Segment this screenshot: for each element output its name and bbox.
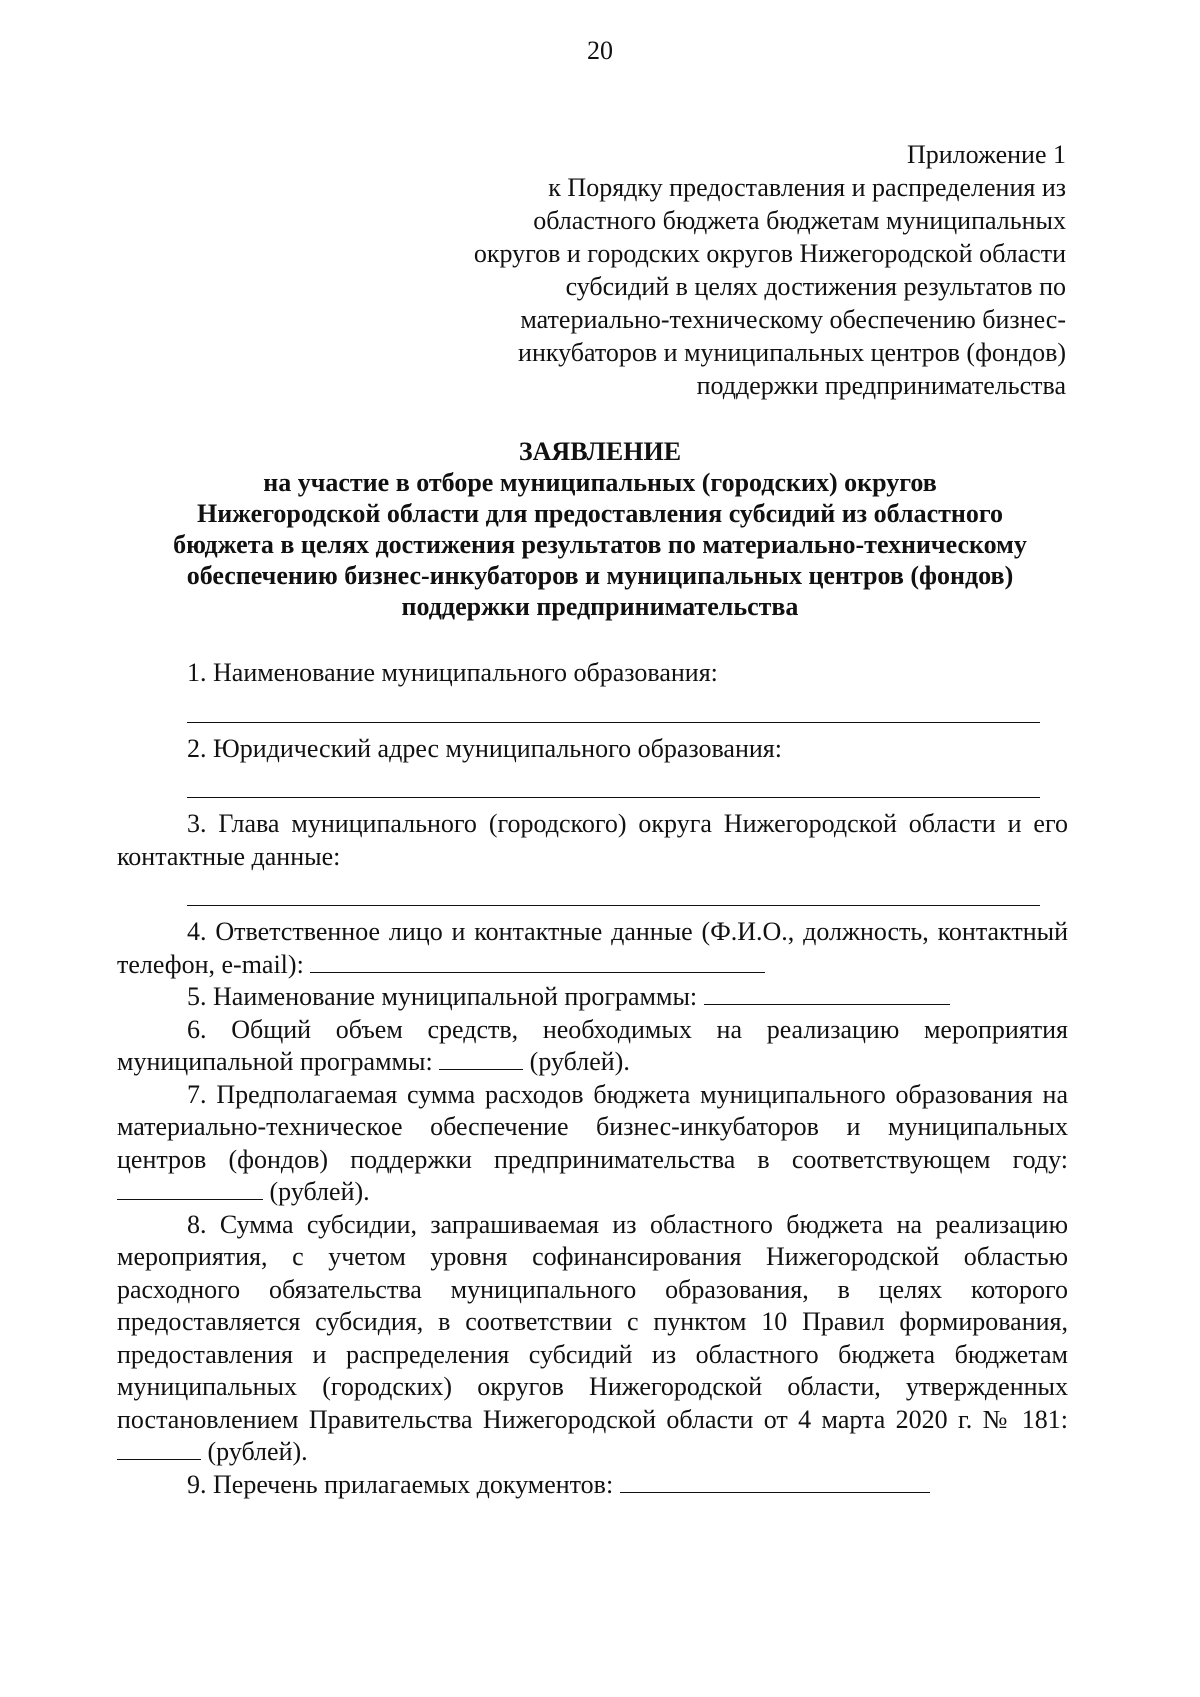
item-total-funds bbox=[117, 1014, 1068, 1079]
appendix-line: субсидий в целях достижения результатов по bbox=[565, 272, 1066, 301]
program-name-field[interactable] bbox=[704, 982, 950, 1005]
page-number: 20 bbox=[587, 36, 613, 65]
item-municipal-expenses bbox=[117, 1079, 1068, 1209]
attached-documents-field[interactable] bbox=[620, 1470, 930, 1493]
title-subtitle-line: поддержки предпринимательства bbox=[401, 592, 799, 621]
unit-rubles: (рублей). bbox=[529, 1047, 630, 1076]
item-program-name-text: 5. Наименование муниципальной программы: bbox=[187, 982, 698, 1011]
item-program-name bbox=[117, 981, 1068, 1014]
appendix-line: областного бюджета бюджетам муниципальных bbox=[533, 206, 1066, 235]
appendix-line: Приложение 1 bbox=[906, 140, 1066, 169]
item-attached-documents bbox=[117, 1469, 1068, 1502]
appendix-reference bbox=[346, 138, 1066, 402]
item-head-contacts: 3. Глава муниципального (городского) округа Нижегородской области и его контактные данные: bbox=[117, 809, 1068, 871]
title-subtitle-line: Нижегородской области для предоставления субсидий из областного bbox=[196, 499, 1004, 528]
appendix-line: поддержки предпринимательства bbox=[696, 371, 1066, 400]
item-legal-address: 2. Юридический адрес муниципального образования: bbox=[187, 733, 782, 763]
appendix-line: к Порядку предоставления и распределения из bbox=[548, 173, 1066, 202]
item-subsidy-amount-text: 8. Сумма субсидии, запрашиваемая из областного бюджета на реализацию мероприятия, с учетом уровня софинансирования Нижегородской областью расходного обязательства муниципального образования, в целях которого предоставляется субсидия, в соответствии с пунктом 10 Правил формирования, предоставления и распределения субсидий из областного бюджета бюджетам муниципальных (городских) округов Нижегородской области, утвержденных постановлением Правительства Нижегородской области от 4 марта 2020 г. № 181: bbox=[117, 1209, 1068, 1434]
head-contacts-field[interactable] bbox=[187, 905, 1040, 906]
title-heading: ЗАЯВЛЕНИЕ bbox=[518, 437, 682, 466]
item-attached-documents-text: 9. Перечень прилагаемых документов: bbox=[187, 1469, 614, 1499]
item-subsidy-amount bbox=[117, 1209, 1068, 1469]
item-responsible-person bbox=[117, 916, 1068, 981]
item-total-funds-text: 6. Общий объем средств, необходимых на реализацию мероприятия муниципальной программы: bbox=[117, 1014, 1068, 1076]
appendix-line: инкубаторов и муниципальных центров (фондов) bbox=[518, 338, 1066, 367]
subsidy-amount-field[interactable] bbox=[117, 1437, 201, 1460]
item-municipality-name: 1. Наименование муниципального образования: bbox=[187, 658, 718, 687]
form-body bbox=[117, 657, 1068, 1501]
responsible-person-field[interactable] bbox=[310, 950, 765, 973]
appendix-line: округов и городских округов Нижегородской области bbox=[473, 239, 1066, 268]
total-funds-field[interactable] bbox=[439, 1047, 523, 1070]
title-subtitle-line: бюджета в целях достижения результатов по материально-техническому bbox=[173, 530, 1027, 559]
appendix-line: материально-техническому обеспечению бизнес- bbox=[520, 305, 1066, 334]
municipal-expenses-field[interactable] bbox=[117, 1177, 263, 1200]
item-responsible-person-text: 4. Ответственное лицо и контактные данные (Ф.И.О., должность, контактный телефон, e-mail): bbox=[117, 917, 1068, 979]
unit-rubles: (рублей). bbox=[269, 1177, 370, 1206]
item-municipal-expenses-text: 7. Предполагаемая сумма расходов бюджета муниципального образования на материально-техническое обеспечение бизнес-инкубаторов и муниципальных центров (фондов) поддержки предпринимательства в соответствующем году: bbox=[117, 1079, 1068, 1174]
title-subtitle-line: на участие в отборе муниципальных (городских) округов bbox=[263, 468, 937, 497]
municipality-name-field[interactable] bbox=[187, 722, 1040, 723]
title-subtitle-line: обеспечению бизнес-инкубаторов и муниципальных центров (фондов) bbox=[186, 561, 1014, 590]
unit-rubles: (рублей). bbox=[207, 1437, 308, 1466]
document-title bbox=[90, 436, 1110, 622]
legal-address-field[interactable] bbox=[187, 797, 1040, 798]
